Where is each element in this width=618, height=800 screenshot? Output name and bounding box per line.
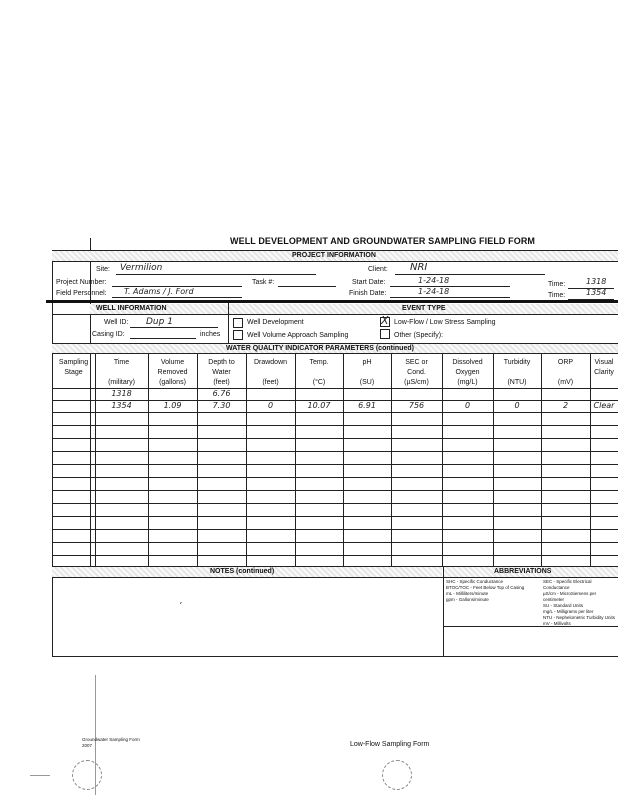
- footer-left-line1: Groundwater Sampling Form: [82, 737, 140, 742]
- table-col-line: [590, 353, 591, 566]
- footer-center: Low-Flow Sampling Form: [350, 741, 430, 748]
- abbrev-item: mL - Milliliters/minute: [446, 591, 489, 596]
- form-title: WELL DEVELOPMENT AND GROUNDWATER SAMPLING FIELD FORM: [230, 236, 536, 246]
- finish-date-value[interactable]: 1-24-18: [418, 287, 450, 296]
- binder-hole-left: [72, 760, 102, 790]
- table-row-line: [52, 451, 618, 452]
- table-cell[interactable]: 2: [562, 401, 569, 410]
- table-row-line: [52, 438, 618, 439]
- project-number-label: Project Number:: [56, 279, 107, 286]
- table-row-line: [52, 516, 618, 517]
- abbrev-item: mV - Millivolts: [543, 621, 571, 626]
- finish-time-value[interactable]: 1354: [586, 288, 607, 297]
- abbrev-item: mg/L - Milligrams per liter: [543, 609, 594, 614]
- table-header-unit: (gallons): [159, 379, 186, 386]
- table-cell[interactable]: 7.30: [212, 401, 231, 410]
- wq-header: WATER QUALITY INDICATOR PARAMETERS (continued): [226, 345, 414, 352]
- client-value[interactable]: NRI: [410, 262, 428, 273]
- checkbox-well-volume[interactable]: [233, 330, 243, 340]
- checkbox-well-development[interactable]: [233, 318, 243, 328]
- well-id-value[interactable]: Dup 1: [146, 317, 173, 327]
- casing-units: inches: [200, 331, 221, 338]
- table-header-name: Turbidity: [503, 359, 531, 366]
- abbrev-item: µS/cm - MicroSiemens per centimeter: [543, 591, 597, 602]
- table-cell[interactable]: 0: [267, 401, 274, 410]
- start-time-value[interactable]: 1318: [586, 277, 607, 286]
- table-cell[interactable]: Clear: [593, 401, 615, 410]
- table-header-name: Visual: [594, 359, 614, 366]
- opt-other: Other (Specify):: [394, 332, 444, 339]
- notes-text[interactable]: ,: [180, 596, 183, 605]
- abbrev-header: ABBREVIATIONS: [494, 568, 552, 575]
- table-header-name: SEC or: [405, 359, 428, 366]
- site-value[interactable]: Vermilion: [120, 263, 163, 273]
- start-date-label: Start Date:: [352, 279, 386, 286]
- abbrev-item: SU - Standard Units: [543, 603, 584, 608]
- table-header-unit: (feet): [213, 379, 230, 386]
- table-header-sub: Stage: [64, 369, 83, 376]
- table-cell[interactable]: 1318: [111, 389, 132, 398]
- abbrev-item: BTOC/TOC - Feet Below Top of Casing: [446, 585, 525, 590]
- start-date-value[interactable]: 1-24-18: [418, 276, 450, 285]
- abbrev-item: SEC - Specific Electrical Conductance: [543, 579, 592, 590]
- table-row-line: [52, 503, 618, 504]
- table-cell[interactable]: 756: [408, 401, 425, 410]
- table-header-sub: Removed: [157, 369, 188, 376]
- table-header-unit: (mg/L): [457, 379, 478, 386]
- table-cell[interactable]: 0: [514, 401, 520, 410]
- table-row-line: [52, 477, 618, 478]
- finish-date-label: Finish Date:: [349, 290, 387, 297]
- table-row-line: [52, 555, 618, 556]
- table-header-unit: (°C): [312, 379, 326, 386]
- client-label: Client:: [368, 266, 388, 273]
- table-header-name: pH: [362, 359, 372, 366]
- table-header-name: Volume: [160, 359, 185, 366]
- table-row-line: [52, 542, 618, 543]
- table-header-unit: (NTU): [507, 379, 527, 386]
- task-label: Task #:: [252, 279, 275, 286]
- scan-mark: [30, 775, 50, 776]
- abbrev-item: SHC - Specific Conductance: [446, 579, 504, 584]
- table-header-unit: (SU): [359, 379, 375, 386]
- table-header-name: ORP: [557, 359, 574, 366]
- finish-time-label: Time:: [548, 292, 566, 299]
- table-cell[interactable]: 0: [464, 401, 471, 410]
- table-header-unit: (mV): [557, 379, 574, 386]
- table-header-name: Drawdown: [253, 359, 288, 366]
- table-header-sub: Cond.: [407, 369, 426, 376]
- table-row-line: [52, 490, 618, 491]
- start-time-label: Time:: [548, 281, 566, 288]
- abbrev-right-list: [543, 579, 617, 627]
- table-cell[interactable]: 1354: [111, 401, 132, 410]
- opt-well-volume: Well Volume Approach Sampling: [247, 332, 349, 339]
- table-header-unit: (military): [108, 379, 135, 386]
- abbrev-item: gpm - Gallons/minute: [446, 597, 489, 602]
- table-header-sub: Clarity: [594, 369, 614, 376]
- table-row-line: [52, 464, 618, 465]
- notes-header: NOTES (continued): [210, 568, 275, 575]
- checkbox-low-flow[interactable]: X: [381, 314, 389, 327]
- site-label: Site:: [96, 266, 111, 273]
- opt-low-flow: Low-Flow / Low Stress Sampling: [394, 319, 496, 326]
- table-header-name: Sampling: [58, 359, 89, 366]
- opt-well-development: Well Development: [247, 319, 304, 326]
- table-header-sub: Oxygen: [455, 369, 480, 376]
- table-header-name: Temp.: [309, 359, 329, 366]
- casing-id-label: Casing ID:: [92, 331, 125, 338]
- well-info-header: WELL INFORMATION: [96, 305, 167, 312]
- table-header-name: Depth to: [208, 359, 235, 366]
- table-header-name: Dissolved: [452, 359, 483, 366]
- table-cell[interactable]: 10.07: [307, 401, 331, 410]
- abbrev-left-list: [446, 579, 542, 603]
- table-row-line: [52, 425, 618, 426]
- table-row-line: [52, 412, 618, 413]
- table-row-line: [52, 529, 618, 530]
- field-personnel-label: Field Personnel:: [56, 290, 107, 297]
- table-header-unit: (feet): [262, 379, 279, 386]
- table-cell[interactable]: 1.09: [163, 401, 182, 410]
- event-type-header: EVENT TYPE: [402, 305, 446, 312]
- abbrev-item: NTU - Nephelometric Turbidity Units: [543, 615, 616, 620]
- checkbox-other[interactable]: [380, 329, 390, 339]
- table-cell[interactable]: 6.76: [212, 389, 231, 398]
- field-personnel-value[interactable]: T. Adams / J. Ford: [124, 287, 194, 296]
- table-header-sub: Water: [212, 369, 231, 376]
- footer-left-line2: 2007: [82, 743, 93, 748]
- project-info-header: PROJECT INFORMATION: [292, 252, 376, 259]
- table-header-unit: (µS/cm): [404, 379, 429, 386]
- binder-hole-center: [382, 760, 412, 790]
- well-id-label: Well ID:: [104, 319, 129, 326]
- table-header-name: Time: [113, 359, 130, 366]
- table-cell[interactable]: 6.91: [358, 401, 376, 410]
